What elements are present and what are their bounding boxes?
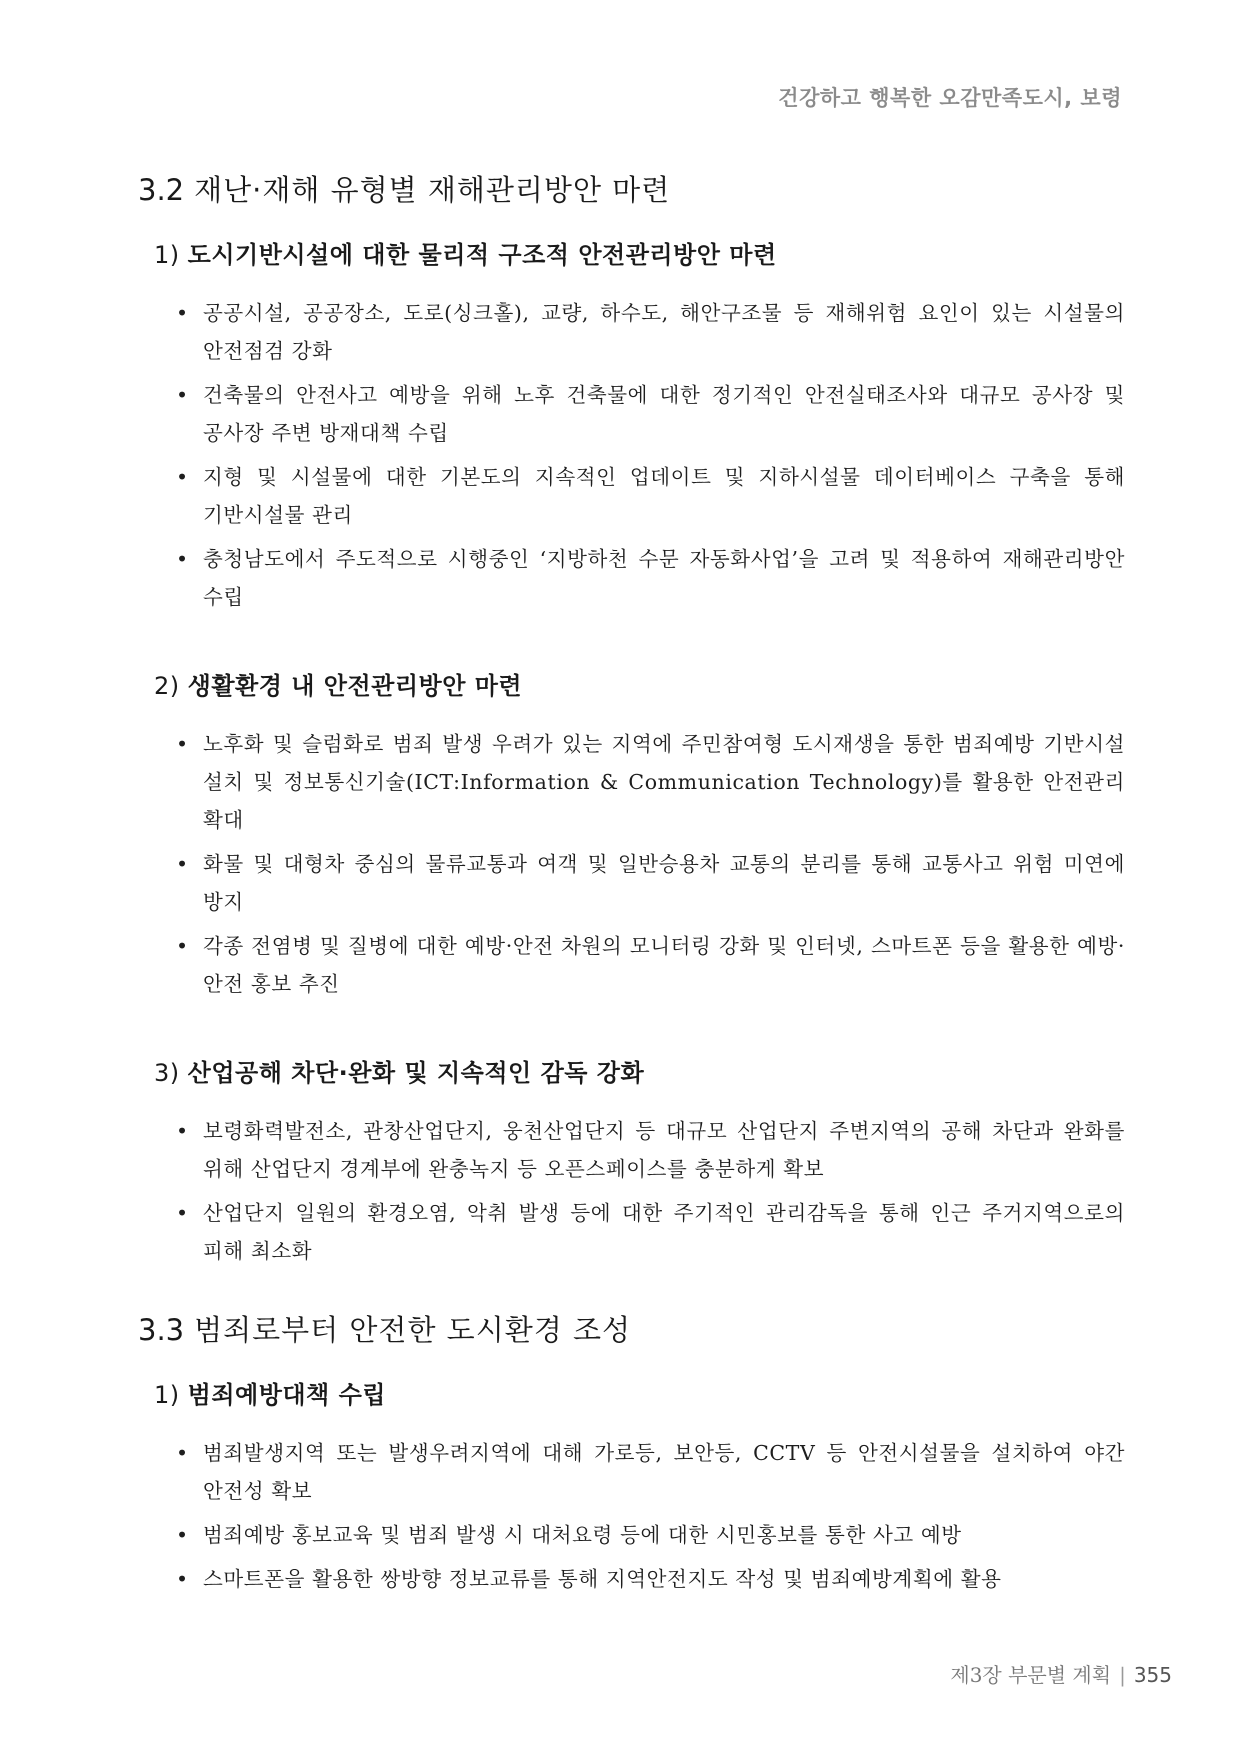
bullet-text: 노후화 및 슬럼화로 범죄 발생 우려가 있는 지역에 주민참여형 도시재생을 통한 범죄예방 기반시설 설치 및 정보통신기술(ICT:Information & Communication Technology)를 활용한 안전관리 확대 [203, 732, 1125, 832]
bullet-text: 각종 전염병 및 질병에 대한 예방·안전 차원의 모니터링 강화 및 인터넷, 스마트폰 등을 활용한 예방·안전 홍보 추진 [203, 934, 1125, 996]
subsection-title-text: 도시기반시설에 대한 물리적 구조적 안전관리방안 마련 [187, 241, 777, 269]
bullet-text: 충청남도에서 주도적으로 시행중인 ‘지방하천 수문 자동화사업’을 고려 및 적용하여 재해관리방안 수립 [203, 547, 1125, 609]
bullet-text: 공공시설, 공공장소, 도로(싱크홀), 교량, 하수도, 해안구조물 등 재해위험 요인이 있는 시설물의 안전점검 강화 [203, 301, 1125, 363]
bullet-item [168, 540, 1125, 616]
subsection-title [154, 1375, 1125, 1410]
bullet-item [168, 845, 1125, 921]
bullet-dot-icon: • [176, 852, 189, 876]
bullet-dot-icon: • [176, 547, 189, 571]
subsection-title [154, 235, 1125, 270]
bullet-item [168, 1194, 1125, 1270]
subsection-title [154, 666, 1125, 701]
bullet-dot-icon: • [176, 1119, 189, 1143]
bullet-list [140, 294, 1125, 616]
bullet-dot-icon: • [176, 1523, 189, 1547]
bullet-item [168, 376, 1125, 452]
subsection [140, 1375, 1125, 1598]
bullet-dot-icon: • [176, 1441, 189, 1465]
bullet-item [168, 927, 1125, 1003]
section-number: 3.3 [138, 1313, 185, 1347]
bullet-dot-icon: • [176, 1567, 189, 1591]
subsection [140, 235, 1125, 616]
bullet-item [168, 294, 1125, 370]
bullet-dot-icon: • [176, 301, 189, 325]
bullet-text: 건축물의 안전사고 예방을 위해 노후 건축물에 대한 정기적인 안전실태조사와 대규모 공사장 및 공사장 주변 방재대책 수립 [203, 383, 1125, 445]
bullet-text: 산업단지 일원의 환경오염, 악취 발생 등에 대한 주기적인 관리감독을 통해 인근 주거지역으로의 피해 최소화 [203, 1201, 1125, 1263]
bullet-item [168, 1112, 1125, 1188]
section-title-text: 범죄로부터 안전한 도시환경 조성 [194, 1313, 631, 1347]
bullet-dot-icon: • [176, 732, 189, 756]
bullet-dot-icon: • [176, 1201, 189, 1225]
subsection [140, 666, 1125, 1003]
bullet-item [168, 1560, 1125, 1598]
subsection-title-text: 생활환경 내 안전관리방안 마련 [187, 672, 523, 700]
bullet-item [168, 458, 1125, 534]
page-content [140, 168, 1125, 1648]
subsection-number: 1) [154, 1381, 180, 1409]
bullet-dot-icon: • [176, 383, 189, 407]
page-footer [950, 1659, 1172, 1688]
subsection-title-text: 산업공해 차단·완화 및 지속적인 감독 강화 [187, 1059, 645, 1087]
page-number: 355 [1133, 1663, 1172, 1687]
bullet-list [140, 725, 1125, 1003]
bullet-list [140, 1434, 1125, 1598]
footer-chapter: 제3장 부문별 계획 [950, 1663, 1112, 1687]
section-title [138, 168, 1125, 209]
bullet-text: 범죄발생지역 또는 발생우려지역에 대해 가로등, 보안등, CCTV 등 안전시설물을 설치하여 야간 안전성 확보 [203, 1441, 1125, 1503]
subsection-number: 2) [154, 672, 180, 700]
subsection-number: 3) [154, 1059, 180, 1087]
bullet-dot-icon: • [176, 934, 189, 958]
subsection [140, 1053, 1125, 1270]
bullet-item [168, 725, 1125, 839]
subsection-number: 1) [154, 241, 180, 269]
subsection-title [154, 1053, 1125, 1088]
bullet-text: 지형 및 시설물에 대한 기본도의 지속적인 업데이트 및 지하시설물 데이터베이스 구축을 통해 기반시설물 관리 [203, 465, 1125, 527]
section-title-text: 재난·재해 유형별 재해관리방안 마련 [194, 173, 671, 207]
bullet-item [168, 1434, 1125, 1510]
section-title [138, 1308, 1125, 1349]
bullet-text: 범죄예방 홍보교육 및 범죄 발생 시 대처요령 등에 대한 시민홍보를 통한 사고 예방 [203, 1523, 962, 1547]
bullet-list [140, 1112, 1125, 1270]
bullet-text: 화물 및 대형차 중심의 물류교통과 여객 및 일반승용차 교통의 분리를 통해 교통사고 위험 미연에 방지 [203, 852, 1125, 914]
bullet-item [168, 1516, 1125, 1554]
bullet-text: 스마트폰을 활용한 쌍방향 정보교류를 통해 지역안전지도 작성 및 범죄예방계획에 활용 [203, 1567, 1002, 1591]
footer-separator: | [1119, 1663, 1126, 1687]
subsection-title-text: 범죄예방대책 수립 [187, 1381, 386, 1409]
bullet-text: 보령화력발전소, 관창산업단지, 웅천산업단지 등 대규모 산업단지 주변지역의 공해 차단과 완화를 위해 산업단지 경계부에 완충녹지 등 오픈스페이스를 충분하게 확보 [203, 1119, 1125, 1181]
section-number: 3.2 [138, 173, 185, 207]
running-header: 건강하고 행복한 오감만족도시, 보령 [778, 86, 1122, 110]
bullet-dot-icon: • [176, 465, 189, 489]
